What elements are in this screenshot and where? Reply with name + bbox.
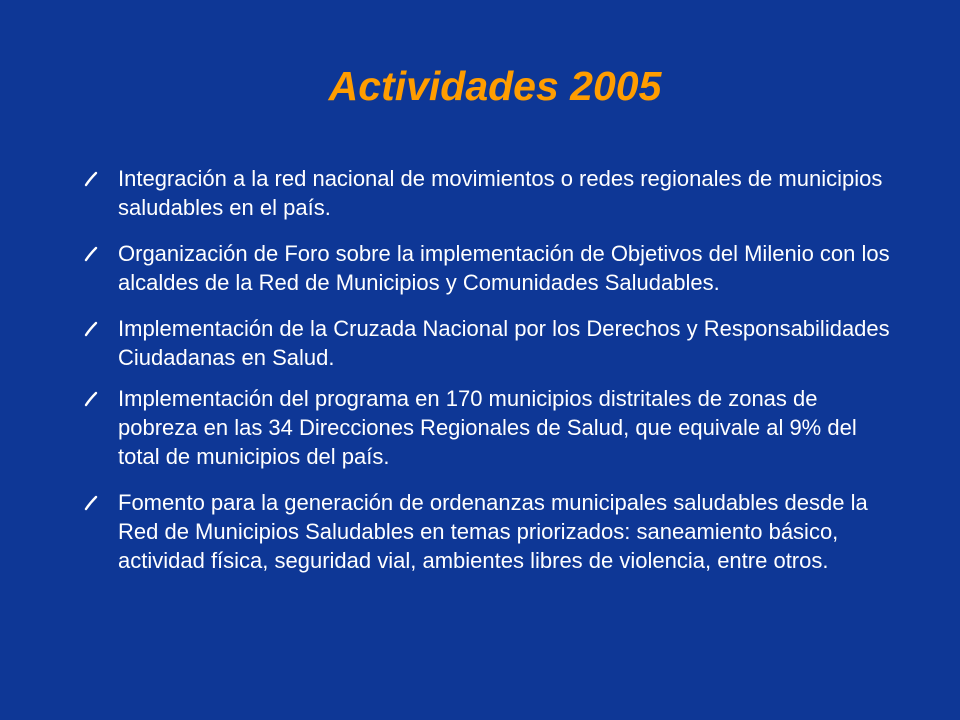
bullet-item: [80, 314, 900, 372]
bullet-item: [80, 239, 900, 297]
slash-stroke-icon: [83, 391, 99, 407]
bullet-item: [80, 488, 900, 575]
bullet-item: [80, 164, 900, 222]
slash-stroke-icon: [83, 171, 99, 187]
bullet-text: Organización de Foro sobre la implementación de Objetivos del Milenio con los alcaldes de la Red de Municipios y Comunidades Saludables.: [118, 241, 890, 295]
bullet-list: [80, 164, 900, 592]
slide-title: Actividades 2005: [328, 63, 662, 109]
bullet-text: Fomento para la generación de ordenanzas municipales saludables desde la Red de Municipios Saludables en temas priorizados: saneamiento básico, actividad física, seguridad vial, ambientes libres de violencia, entre otros.: [118, 490, 868, 573]
bullet-text: Implementación del programa en 170 municipios distritales de zonas de pobreza en las 34 Direcciones Regionales de Salud, que equivale al 9% del total de municipios del país.: [118, 386, 857, 469]
slash-stroke-icon: [83, 246, 99, 262]
bullet-item: [80, 384, 900, 471]
slash-stroke-icon: [83, 321, 99, 337]
bullet-text: Integración a la red nacional de movimientos o redes regionales de municipios saludables en el país.: [118, 166, 883, 220]
bullet-text: Implementación de la Cruzada Nacional por los Derechos y Responsabilidades Ciudadanas en Salud.: [118, 316, 890, 370]
slash-stroke-icon: [83, 495, 99, 511]
